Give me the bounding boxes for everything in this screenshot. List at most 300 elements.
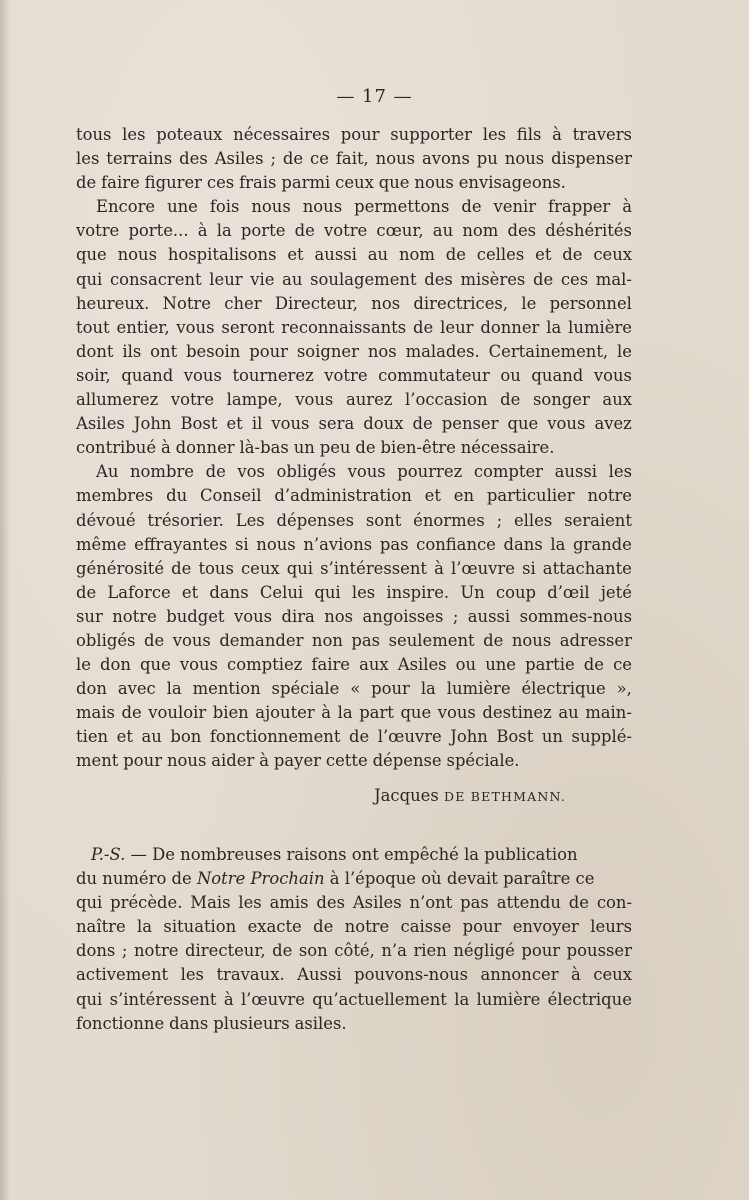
word: seraient	[564, 510, 632, 530]
ps-line-2-after: à l’époque où devait paraître ce	[324, 869, 595, 889]
word: la	[454, 989, 470, 1009]
word: à	[160, 438, 171, 458]
word: de	[121, 703, 142, 723]
word: de	[143, 630, 165, 650]
word: ;	[121, 941, 128, 961]
word: et	[287, 245, 304, 265]
word: part	[359, 703, 394, 723]
word: leurs	[590, 917, 632, 937]
word: que	[378, 173, 410, 193]
word: l’œuvre	[240, 989, 305, 1009]
word: aussi	[554, 462, 598, 482]
word: du	[166, 486, 188, 506]
word: nombre	[130, 462, 194, 482]
word: pour	[371, 679, 410, 699]
word: dépense	[372, 751, 442, 771]
word: électrique	[521, 679, 606, 699]
word: payer	[273, 751, 321, 771]
word: vous	[179, 655, 218, 675]
word: destinez	[482, 703, 552, 723]
word: pour	[123, 751, 163, 771]
ps-continuation	[76, 891, 632, 1036]
text-line	[76, 340, 632, 364]
word: poteaux	[156, 125, 223, 144]
word: nous	[117, 245, 157, 265]
word: leur	[209, 269, 243, 289]
word: terrains	[106, 149, 173, 169]
word: à	[571, 965, 581, 985]
word: vous	[271, 414, 310, 434]
word: pour	[462, 917, 502, 937]
text-line	[76, 533, 632, 557]
word: avons	[422, 149, 470, 169]
word: ceux	[240, 558, 280, 578]
word: dont	[76, 341, 114, 361]
word: de	[568, 893, 589, 913]
word: Laforce	[107, 582, 171, 602]
word: directeur,	[185, 941, 266, 961]
word: votre	[324, 365, 368, 385]
word: qui	[76, 893, 103, 913]
word: nous	[414, 173, 454, 193]
word: John	[450, 727, 488, 747]
word: ;	[452, 606, 459, 626]
word: une	[167, 197, 198, 217]
word: les	[351, 582, 376, 602]
text-line	[76, 364, 632, 388]
word: même	[76, 534, 127, 554]
word: de	[313, 917, 334, 937]
word: nos	[371, 293, 401, 313]
word: elles	[513, 510, 553, 530]
word: mention	[192, 679, 261, 699]
word: de	[348, 727, 370, 747]
word: Celui	[259, 582, 304, 602]
word: des	[316, 893, 345, 913]
word: Aussi	[297, 965, 342, 985]
word: travaux.	[216, 965, 285, 985]
word: il	[251, 414, 263, 434]
word: allumerez	[76, 390, 159, 410]
word: nos	[324, 606, 354, 626]
word: con-	[596, 893, 632, 913]
word: l’œuvre	[450, 558, 515, 578]
word: penser	[441, 414, 499, 434]
word: faire	[311, 655, 350, 675]
word: notre	[133, 941, 179, 961]
word: spéciale.	[446, 751, 520, 771]
word: soir,	[76, 365, 111, 385]
word: ils	[122, 341, 142, 361]
word: comptiez	[227, 655, 303, 675]
text-line	[76, 915, 632, 939]
word: Notre	[162, 293, 211, 313]
word: sont	[365, 510, 402, 530]
word: les	[180, 965, 204, 985]
word: partie	[525, 655, 575, 675]
word: fait,	[335, 149, 369, 169]
word: envoyer	[512, 917, 579, 937]
word: pour	[340, 125, 380, 144]
word: ceux	[593, 965, 632, 985]
ps-line	[76, 843, 632, 867]
word: votre	[323, 221, 368, 241]
word: lumière	[446, 679, 511, 699]
word: heureux.	[76, 293, 150, 313]
text-line	[76, 219, 632, 243]
word: la	[166, 679, 182, 699]
text-line	[76, 749, 632, 773]
text-line	[76, 629, 632, 653]
word: dispenser	[551, 149, 632, 169]
word: d’œil	[547, 582, 590, 602]
word: contribué	[76, 438, 157, 458]
text-line	[76, 557, 632, 581]
word: Certainement,	[488, 341, 609, 361]
word: la	[420, 679, 436, 699]
word: de	[583, 655, 604, 675]
word: qui	[286, 558, 314, 578]
text-line	[76, 195, 632, 219]
word: budget	[166, 606, 225, 626]
word: nécessaires	[233, 125, 331, 144]
word: don	[76, 679, 107, 699]
word: lumière	[568, 317, 632, 337]
signature-particle: DE	[444, 789, 466, 804]
text-line	[76, 460, 632, 484]
word: au	[141, 727, 162, 747]
word: ces	[206, 173, 235, 193]
word: qu’actuellement	[312, 989, 447, 1009]
word: fonctionne	[76, 1013, 165, 1033]
word: en	[453, 486, 475, 506]
word: dans	[503, 534, 543, 554]
word: amis	[269, 893, 309, 913]
word: là-bas	[239, 438, 289, 458]
signature	[374, 786, 566, 805]
word: générosité	[76, 558, 165, 578]
word: faire	[101, 173, 140, 193]
word: leur	[440, 317, 474, 337]
word: ;	[496, 510, 503, 530]
word: Asiles	[76, 414, 125, 434]
word: qui	[76, 269, 103, 289]
word: de	[355, 438, 376, 458]
word: inspire.	[386, 582, 450, 602]
word: de	[500, 390, 521, 410]
word: nous	[302, 197, 343, 217]
text-line	[76, 171, 632, 195]
word: qui	[314, 582, 341, 602]
word: soigner	[296, 341, 359, 361]
word: avec	[117, 679, 156, 699]
word: un	[293, 438, 315, 458]
word: Les	[235, 510, 265, 530]
word: notre	[112, 606, 157, 626]
word: supplé-	[571, 727, 632, 747]
word: membres	[76, 486, 154, 506]
word: au	[282, 269, 303, 289]
text-line	[76, 292, 632, 316]
word: nous	[251, 197, 291, 217]
word: Directeur,	[274, 293, 359, 313]
word: Mais	[190, 893, 231, 913]
word: celles	[476, 245, 525, 265]
word: tout	[76, 317, 110, 337]
paragraph-1	[76, 123, 632, 195]
word: la	[216, 221, 232, 241]
word: sommes-nous	[519, 606, 632, 626]
word: cher	[224, 293, 262, 313]
word: ;	[270, 149, 276, 169]
word: parmi	[281, 173, 331, 193]
text-line	[76, 677, 632, 701]
word: vous	[172, 630, 211, 650]
word: dépenses	[276, 510, 355, 530]
text-line	[76, 316, 632, 340]
word: l’occasion	[405, 390, 488, 410]
word: obligés	[276, 462, 336, 482]
word: sera	[318, 414, 355, 434]
word: hospitalisons	[167, 245, 277, 265]
text-line	[76, 123, 632, 147]
word: peu	[319, 438, 351, 458]
word: effrayantes	[134, 534, 228, 554]
word: ou	[500, 365, 521, 385]
word: de	[76, 582, 97, 602]
word: entier,	[116, 317, 170, 337]
ps-line	[76, 867, 632, 891]
word: vos	[237, 462, 265, 482]
word: consacrent	[109, 269, 202, 289]
word: pour	[521, 941, 561, 961]
postscript	[76, 843, 632, 1036]
word: les	[76, 149, 100, 169]
word: n’ont	[409, 893, 453, 913]
word: au	[432, 221, 454, 241]
word: figurer	[144, 173, 202, 193]
ps-line-1-text: — De nombreuses raisons ont empêché la publication	[125, 845, 578, 864]
word: fils	[516, 125, 542, 144]
word: fois	[209, 197, 240, 217]
word: une	[485, 655, 516, 675]
word: nous	[256, 534, 296, 554]
word: dans	[209, 582, 249, 602]
word: angoisses	[362, 606, 444, 626]
word: pour	[249, 341, 288, 361]
word: d’administration	[274, 486, 412, 506]
text-line	[76, 484, 632, 508]
word: de	[171, 558, 192, 578]
word: votre	[170, 390, 215, 410]
word: plusieurs	[213, 1013, 290, 1033]
word: nom	[398, 245, 435, 265]
word: aux	[359, 655, 389, 675]
word: donner	[480, 317, 540, 337]
word: la	[137, 917, 153, 937]
word: si	[522, 558, 536, 578]
word: nous	[504, 149, 545, 169]
word: mais	[76, 703, 115, 723]
word: de	[282, 149, 304, 169]
word: aider	[211, 751, 255, 771]
word: aussi	[467, 606, 511, 626]
word: précède.	[110, 893, 183, 913]
ps-label: P.-S.	[91, 845, 126, 864]
word: et	[226, 414, 243, 434]
text-line	[76, 388, 632, 412]
text-line	[76, 147, 632, 171]
word: ces	[560, 269, 589, 289]
word: à	[259, 751, 270, 771]
word: des	[507, 221, 537, 241]
word: confiance	[416, 534, 496, 554]
word: reconnaissants	[281, 317, 407, 337]
word: naître	[76, 917, 126, 937]
word: de	[445, 245, 466, 265]
word: des	[424, 269, 453, 289]
word: notre	[587, 486, 632, 506]
word: vous	[176, 317, 215, 337]
word: rien	[413, 941, 447, 961]
word: la	[337, 703, 353, 723]
word: que	[507, 414, 539, 434]
word: Bost	[496, 727, 534, 747]
word: John	[133, 414, 172, 434]
word: à	[434, 558, 444, 578]
word: de	[413, 317, 434, 337]
word: songer	[532, 390, 590, 410]
word: misères	[460, 269, 526, 289]
word: vous	[183, 365, 222, 385]
paragraph-3	[76, 460, 632, 773]
word: porte...	[128, 221, 189, 241]
word: main-	[585, 703, 632, 723]
word: ce	[613, 655, 632, 675]
word: et	[424, 486, 441, 506]
word: venir	[493, 197, 537, 217]
word: dons	[76, 941, 116, 961]
word: avez	[594, 414, 632, 434]
word: Au	[96, 462, 119, 482]
word: de	[483, 630, 504, 650]
word: seront	[221, 317, 275, 337]
word: n’avions	[303, 534, 373, 554]
word: annoncer	[480, 965, 559, 985]
word: nom	[462, 221, 499, 241]
word: nous	[375, 149, 416, 169]
word: un	[541, 727, 563, 747]
text-line	[76, 268, 632, 292]
word: Asiles	[214, 149, 264, 169]
word: bon	[170, 727, 202, 747]
text-line	[76, 605, 632, 629]
word: de	[461, 197, 482, 217]
body-text	[76, 123, 632, 774]
word: coup	[495, 582, 537, 602]
word: cette	[325, 751, 368, 771]
word: négligé	[453, 941, 515, 961]
word: des	[179, 149, 208, 169]
word: le	[617, 341, 632, 361]
word: qui	[76, 989, 103, 1009]
journal-title: Notre Prochain	[196, 869, 325, 889]
word: de	[532, 269, 554, 289]
word: nécessaire.	[460, 438, 555, 458]
word: soulagement	[310, 269, 417, 289]
word: vous	[593, 365, 632, 385]
text-line	[76, 243, 632, 267]
word: supporter	[390, 125, 473, 144]
word: aussi	[314, 245, 357, 265]
word: ceux	[593, 245, 632, 265]
word: s’intéressent	[109, 989, 217, 1009]
word: ment	[76, 751, 119, 771]
word: énormes	[413, 510, 485, 530]
word: caisse	[400, 917, 452, 937]
page-edge-shadow	[0, 0, 10, 1200]
word: au	[367, 245, 389, 265]
signature-first-name: Jacques	[374, 786, 439, 805]
word: bien	[212, 703, 249, 723]
word: dévoué	[76, 510, 136, 530]
word: attendu	[496, 893, 561, 913]
word: son	[298, 941, 328, 961]
word: de	[272, 941, 293, 961]
word: à	[223, 989, 234, 1009]
word: directrices,	[413, 293, 509, 313]
word: vous	[233, 606, 273, 626]
word: obligés	[76, 630, 136, 650]
word: et	[181, 582, 199, 602]
word: que	[140, 655, 171, 675]
word: tous	[76, 125, 112, 144]
word: donner	[175, 438, 235, 458]
word: ont	[150, 341, 178, 361]
signature-last-name: BETHMANN.	[470, 789, 566, 804]
word: nous	[511, 630, 552, 650]
word: à	[552, 125, 562, 144]
text-line	[76, 436, 632, 460]
word: commutateur	[378, 365, 490, 385]
word: la	[550, 534, 566, 554]
word: nos	[367, 341, 397, 361]
word: vouloir	[148, 703, 207, 723]
word: le	[76, 655, 91, 675]
word: lumière	[476, 989, 541, 1009]
word: nous	[166, 751, 207, 771]
word: Bost	[180, 414, 218, 434]
word: Asiles	[352, 893, 402, 913]
word: et	[535, 245, 552, 265]
word: malades.	[405, 341, 480, 361]
word: Encore	[96, 197, 156, 217]
word: exacte	[247, 917, 302, 937]
word: pas	[351, 630, 381, 650]
word: trésorier.	[147, 510, 224, 530]
word: ou	[455, 655, 477, 675]
word: Conseil	[199, 486, 262, 506]
word: porte	[240, 221, 286, 241]
word: les	[482, 125, 507, 144]
word: tous	[198, 558, 234, 578]
text-line	[76, 939, 632, 963]
word: fonctionnement	[209, 727, 341, 747]
word: aux	[602, 390, 632, 410]
paragraph-2	[76, 195, 632, 460]
word: de	[76, 173, 97, 193]
word: vous	[437, 703, 476, 723]
